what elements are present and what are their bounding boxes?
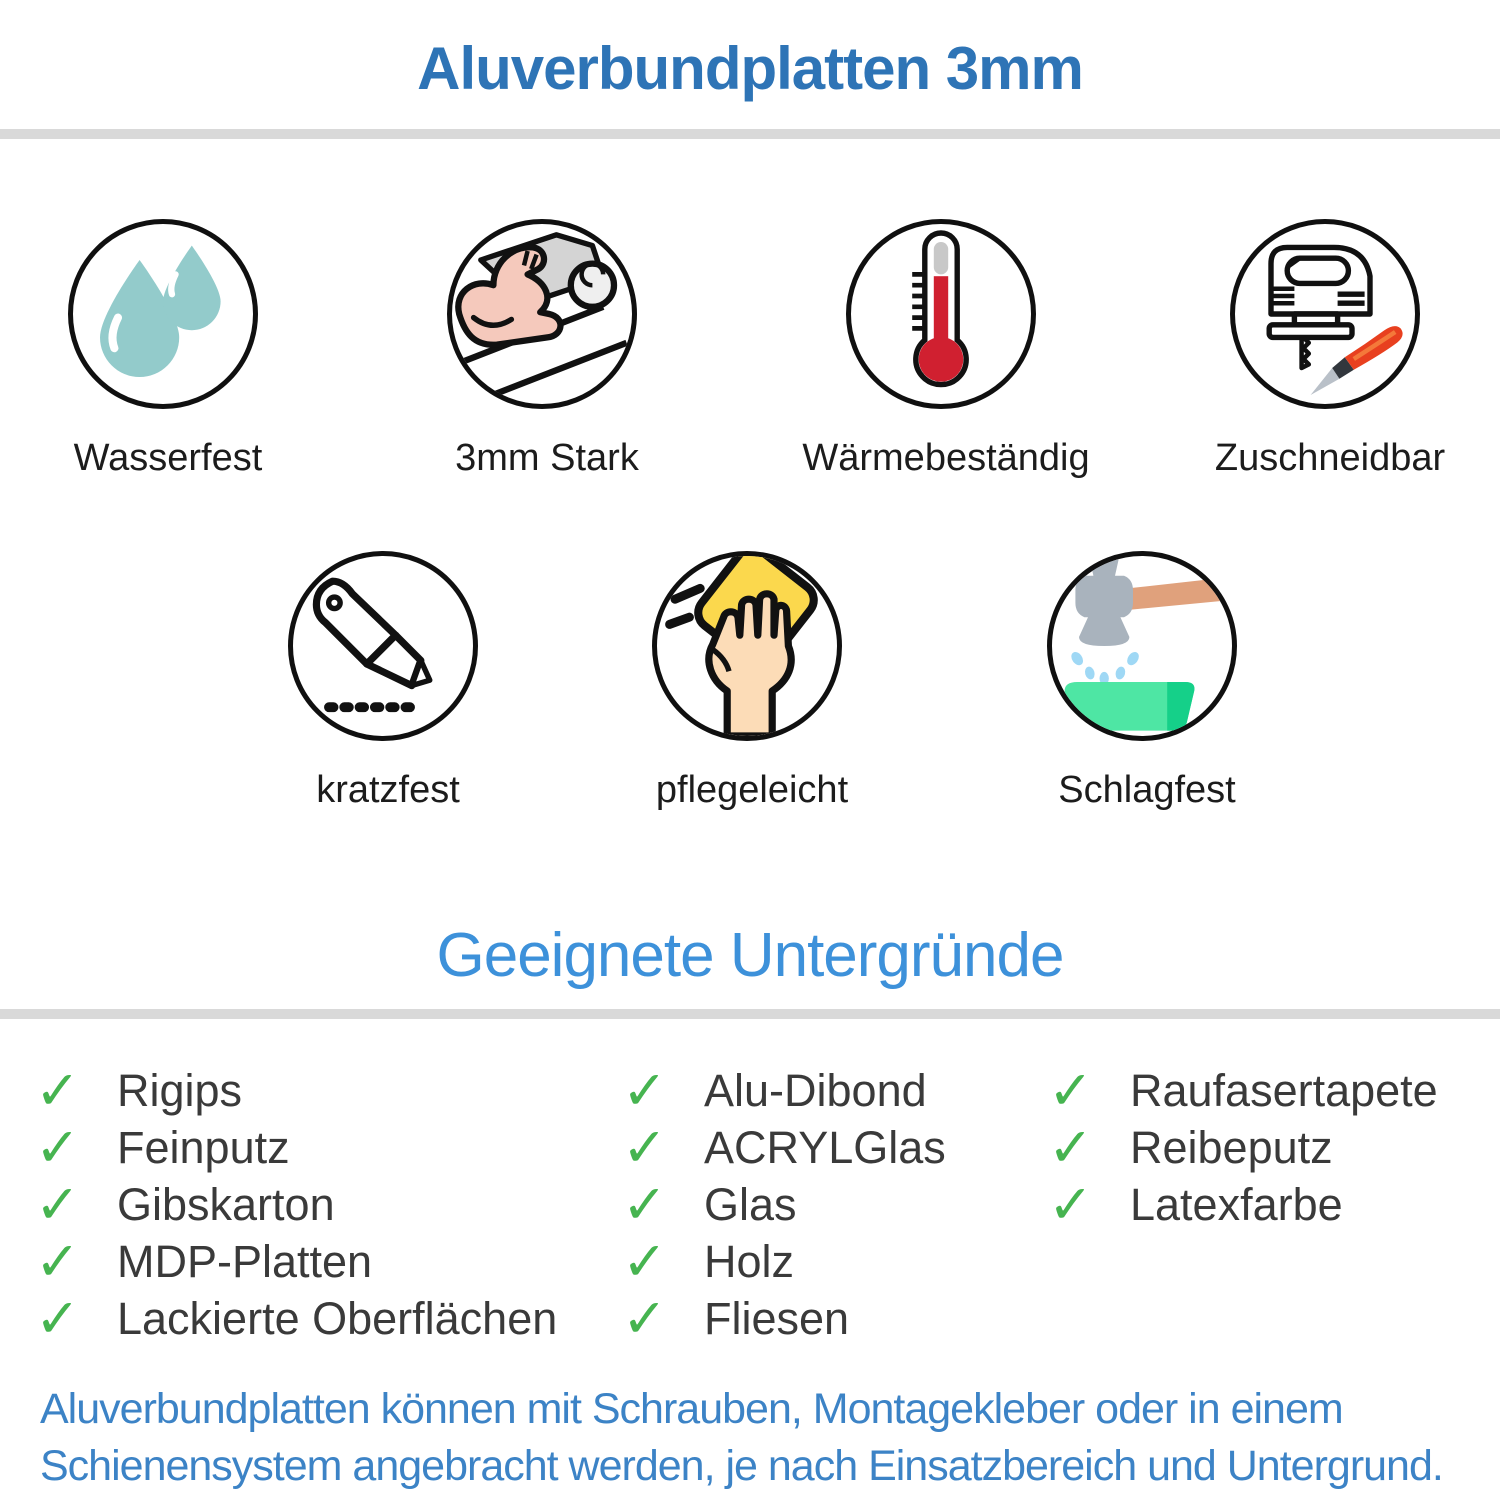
substrate-column-2	[622, 1058, 946, 1350]
feature-label: Schlagfest	[1058, 769, 1236, 811]
list-item	[622, 1115, 946, 1179]
feature-label: Wärmebeständig	[802, 437, 1090, 479]
check-icon: ✓	[35, 1115, 81, 1179]
cleaning-hand-icon	[657, 556, 837, 736]
check-icon: ✓	[622, 1286, 668, 1350]
divider-bar-middle	[0, 1009, 1500, 1019]
substrate-label: Holz	[704, 1235, 795, 1287]
list-item	[1048, 1115, 1438, 1179]
substrate-label: Lackierte Oberflächen	[117, 1292, 558, 1344]
check-icon: ✓	[1048, 1058, 1094, 1122]
mounting-note	[40, 1381, 1443, 1495]
list-item	[1048, 1058, 1438, 1122]
substrate-label: Alu-Dibond	[704, 1064, 927, 1116]
water-drops-icon	[73, 224, 253, 404]
jigsaw-cutter-icon	[1235, 224, 1415, 404]
check-icon: ✓	[622, 1058, 668, 1122]
muscle-arm-panel-icon	[452, 224, 632, 404]
list-item	[622, 1229, 946, 1293]
feature-circle-wasserfest	[68, 219, 258, 409]
check-icon: ✓	[1048, 1115, 1094, 1179]
feature-circle-zuschneidbar	[1230, 219, 1420, 409]
thermometer-icon	[851, 224, 1031, 404]
check-icon: ✓	[1048, 1172, 1094, 1236]
feature-circle-waermebestaendig	[846, 219, 1036, 409]
mounting-note-line1: Aluverbundplatten können mit Schrauben, Montagekleber oder in einem	[40, 1385, 1343, 1433]
divider-bar-top	[0, 129, 1500, 139]
substrate-label: Latexfarbe	[1130, 1178, 1343, 1230]
substrate-label: Fliesen	[704, 1292, 850, 1344]
feature-label: pflegeleicht	[655, 769, 849, 811]
substrate-label: Gibskarton	[117, 1178, 335, 1230]
substrate-label: ACRYLGlas	[704, 1121, 946, 1173]
feature-circle-pflegeleicht	[652, 551, 842, 741]
utility-knife-icon	[293, 556, 473, 736]
feature-label: 3mm Stark	[455, 437, 639, 479]
substrate-label: Rigips	[117, 1064, 243, 1116]
check-icon: ✓	[622, 1172, 668, 1236]
check-icon: ✓	[622, 1115, 668, 1179]
feature-circle-3mm-stark	[447, 219, 637, 409]
substrate-column-3	[1048, 1058, 1438, 1236]
check-icon: ✓	[35, 1229, 81, 1293]
check-icon: ✓	[622, 1229, 668, 1293]
substrate-column-1	[35, 1058, 558, 1350]
feature-circle-schlagfest	[1047, 551, 1237, 741]
list-item	[35, 1115, 557, 1179]
feature-label: Zuschneidbar	[1214, 437, 1446, 479]
check-icon: ✓	[35, 1058, 81, 1122]
list-item	[35, 1229, 557, 1293]
substrate-label: Raufasertapete	[1130, 1064, 1438, 1116]
substrate-label: Feinputz	[117, 1121, 290, 1173]
list-item	[35, 1286, 558, 1350]
list-item	[622, 1172, 946, 1236]
list-item	[35, 1058, 557, 1122]
check-icon: ✓	[35, 1286, 81, 1350]
list-item	[622, 1058, 946, 1122]
mounting-note-line2: Schienensystem angebracht werden, je nach Einsatzbereich und Untergrund.	[40, 1442, 1443, 1490]
substrate-label: MDP-Platten	[117, 1235, 373, 1287]
list-item	[1048, 1172, 1438, 1236]
feature-circle-kratzfest	[288, 551, 478, 741]
substrate-label: Glas	[704, 1178, 797, 1230]
list-item	[622, 1286, 946, 1350]
check-icon: ✓	[35, 1172, 81, 1236]
hammer-impact-icon	[1052, 556, 1232, 736]
page-title: Aluverbundplatten 3mm	[417, 35, 1083, 102]
list-item	[35, 1172, 557, 1236]
feature-label: kratzfest	[316, 769, 460, 811]
substrate-label: Reibeputz	[1130, 1121, 1333, 1173]
feature-label: Wasserfest	[73, 437, 263, 479]
section-title: Geeignete Untergründe	[436, 921, 1064, 990]
